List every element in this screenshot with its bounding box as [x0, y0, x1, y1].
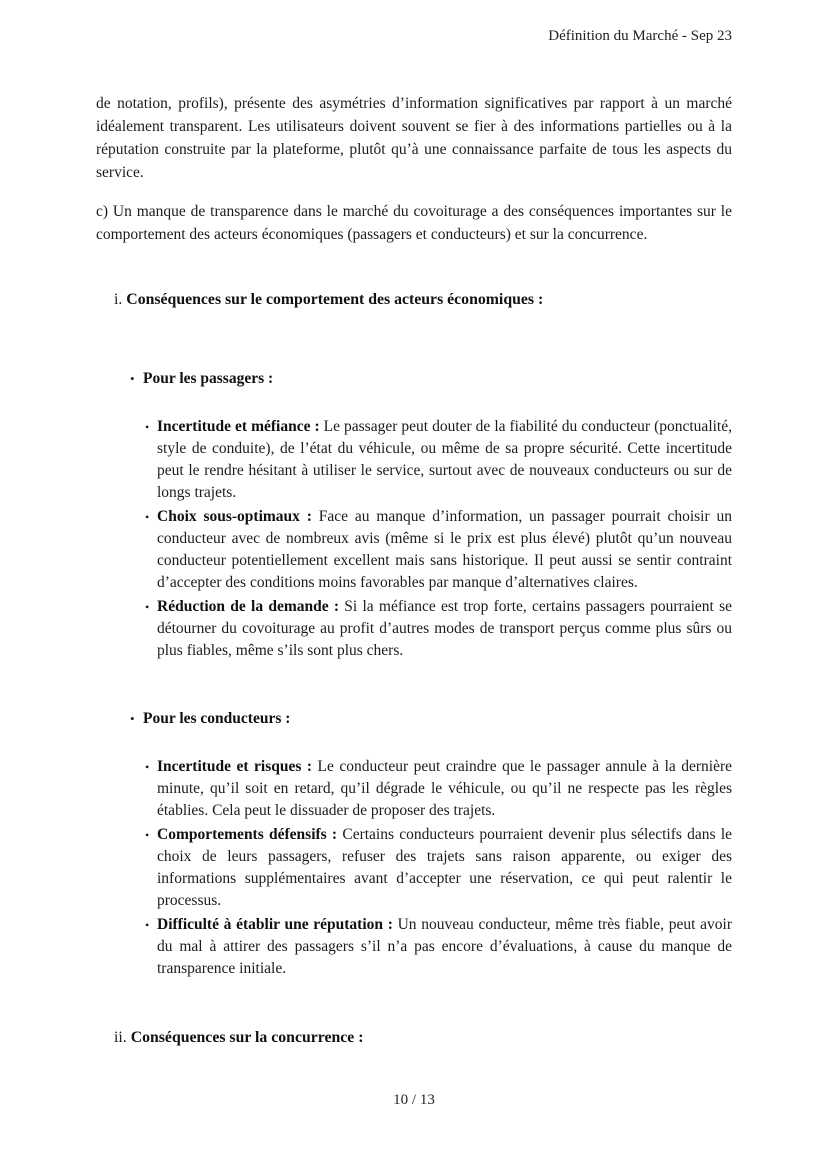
bullet-heading-label: Pour les conducteurs : [143, 709, 291, 727]
list-item-body: Le passager peut douter de la fiabilité du conducteur (ponctualité, style de conduite), de l’état du véhicule, ou même de sa propre sécurité. Cette incertitude peut le rendre hésitant à utiliser le service, surtout avec de nouveaux conducteurs ou sur de longs trajets. [157, 417, 732, 501]
list-item-body: Si la méfiance est trop forte, certains passagers pourraient se détourner du covoiturage au profit d’autres modes de transport perçus comme plus sûrs ou plus fiables, même s’ils sont plus chers. [157, 597, 732, 659]
bullet-icon: • [145, 759, 150, 774]
list-item-body: Un nouveau conducteur, même très fiable, peut avoir du mal à attirer des passagers s’il n’a pas encore d’évaluations, à cause du manque de transparence initiale. [157, 915, 732, 977]
bullet-icon: • [145, 509, 150, 524]
list-item-text [157, 506, 732, 594]
list-item [145, 756, 732, 822]
page-number: 10 / 13 [393, 1091, 435, 1108]
bullet-icon: • [145, 827, 150, 842]
bullet-icon: • [145, 419, 150, 434]
list-item-text [157, 596, 732, 662]
section-heading-ii [114, 1026, 732, 1049]
bullet-heading-label: Pour les passagers : [143, 369, 274, 387]
list-item-text [157, 416, 732, 504]
list-item-term: Réduction de la demande : [157, 597, 340, 615]
section-numeral: ii. [114, 1028, 127, 1046]
paragraph-c: c) Un manque de transparence dans le marché du covoiturage a des conséquences importantes sur le comportement des acteurs économiques (passagers et conducteurs) et sur la concurrence. [96, 202, 732, 243]
list-item-text [157, 824, 732, 912]
passagers-list [145, 416, 732, 662]
list-item-term: Difficulté à établir une réputation : [157, 915, 393, 933]
bullet-heading-conducteurs [130, 707, 732, 730]
list-item-term: Incertitude et risques : [157, 757, 313, 775]
section-numeral: i. [114, 290, 123, 308]
bullet-icon: • [130, 370, 135, 386]
list-item-text [157, 914, 732, 980]
list-item-term: Incertitude et méfiance : [157, 417, 320, 435]
bullet-icon: • [130, 710, 135, 726]
list-item-body: Le conducteur peut craindre que le passager annule à la dernière minute, qu’il soit en retard, qu’il dégrade le véhicule, ou qu’il ne respecte pas les règles établies. Cela peut le dissuader de proposer des trajets. [157, 757, 732, 819]
bullet-icon: • [145, 599, 150, 614]
list-item-term: Choix sous-optimaux : [157, 507, 312, 525]
list-item [145, 914, 732, 980]
bullet-icon: • [145, 917, 150, 932]
list-item-term: Comportements défensifs : [157, 825, 338, 843]
list-item [145, 416, 732, 504]
list-item [145, 506, 732, 594]
paragraph-intro: de notation, profils), présente des asymétries d’information significatives par rapport à un marché idéalement transparent. Les utilisateurs doivent souvent se fier à des informations partielles ou à la réputation construite par la plateforme, plutôt qu’à une connaissance parfaite de tous les aspects du service. [96, 95, 732, 181]
list-item-body: Face au manque d’information, un passager pourrait choisir un conducteur avec de nombreux avis (même si le prix est plus élevé) plutôt qu’un nouveau conducteur potentiellement excellent mais sans historique. Il peut aussi se sentir contraint d’accepter des conditions moins favorables par manque d’alternatives claires. [157, 507, 732, 591]
section-title: Conséquences sur la concurrence : [130, 1028, 364, 1046]
page-header: Définition du Marché - Sep 23 [548, 28, 732, 44]
conducteurs-list [145, 756, 732, 980]
document-content [96, 92, 732, 1049]
list-item [145, 824, 732, 912]
bullet-heading-passagers [130, 367, 732, 390]
list-item [145, 596, 732, 662]
section-heading-i [114, 288, 732, 311]
list-item-body: Certains conducteurs pourraient devenir plus sélectifs dans le choix de leurs passagers, refuser des trajets sans raison apparente, ou exiger des informations supplémentaires avant d’accepter une réservation, ce qui peut ralentir le processus. [157, 825, 733, 909]
section-title: Conséquences sur le comportement des acteurs économiques : [126, 290, 544, 308]
list-item-text [157, 756, 732, 822]
